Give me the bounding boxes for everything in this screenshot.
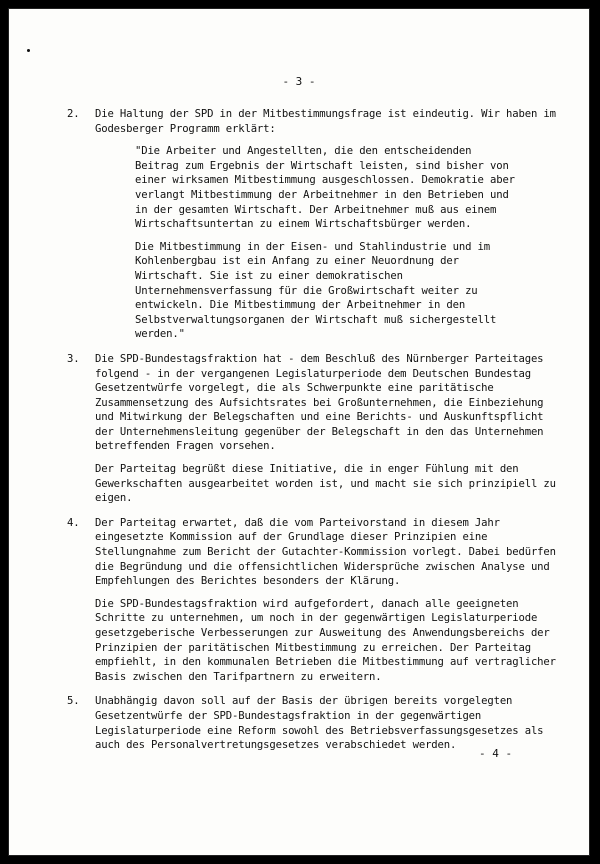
list-item-5	[67, 694, 567, 752]
document-page	[8, 8, 590, 856]
item-text: Der Parteitag begrüßt diese Initiative, die in enger Fühlung mit den Gewerkschaften ausgearbeitet worden ist, und macht sie sich prinzipiell zu eigen.	[95, 463, 556, 505]
item-text: Der Parteitag erwartet, daß die vom Parteivorstand in diesem Jahr eingesetzte Kommission auf der Grundlage dieser Prinzipien eine Stellungnahme zum Bericht der Gutachter-Kommission vorlegt. Dabei bedürfen die Begründung und die offensichtlichen Widersprüche zwischen Analyse und Empfehlungen des Berichtes besonders der Klärung.	[95, 516, 556, 588]
item-text: Unabhängig davon soll auf der Basis der übrigen bereits vorgelegten Gesetzentwürfe der SPD-Bundestagsfraktion in der gegenwärtigen Legislaturperiode eine Reform sowohl des Betriebsverfassungsgesetzes als auch des Personalvertretungsgesetzes verabschiedet werden.	[95, 695, 544, 752]
item-text: Die Haltung der SPD in der Mitbestimmungsfrage ist eindeutig. Wir haben im Godesberger Programm erklärt:	[95, 108, 556, 135]
next-page-marker: - 4 -	[479, 747, 513, 760]
item-number: 2.	[67, 108, 80, 120]
program-quote	[135, 144, 515, 342]
item-number: 5.	[67, 695, 80, 708]
item-number: 3.	[67, 352, 80, 365]
list-item-3	[67, 352, 567, 506]
document-body	[67, 107, 567, 763]
item-text: Die SPD-Bundestagsfraktion hat - dem Beschluß des Nürnberger Parteitages folgend - in der vergangenen Legislaturperiode dem Deutschen Bundestag Gesetzentwürfe vorgelegt, die als Schwerpunkte eine paritätische Zusammensetzung des Aufsichtsrates bei Großunternehmen, die Einbeziehung und Mitwirkung der Belegschaften und eine Berichts- und Auskunftspflicht der Unternehmensleitung gegenüber der Belegschaft in den das Unternehmen betreffenden Fragen vorsehen.	[95, 352, 544, 453]
scan-speck	[27, 49, 30, 52]
list-item-4	[67, 516, 567, 685]
page-number: - 3 -	[282, 75, 316, 88]
list-item-2	[67, 107, 567, 342]
quote-paragraph: "Die Arbeiter und Angestellten, die den entscheidenden Beitrag zum Ergebnis der Wirtschaft leisten, sind bisher von einer wirksamen Mitbestimmung ausgeschlossen. Demokratie aber verlangt Mitbestimmung der Arbeitnehmer in den Betrieben und in der gesamten Wirtschaft. Der Arbeitnehmer muß aus einem Wirtschaftsuntertan zu einem Wirtschaftsbürger werden.	[135, 145, 515, 231]
item-number: 4.	[67, 516, 80, 529]
item-text: Die SPD-Bundestagsfraktion wird aufgefordert, danach alle geeigneten Schritte zu unternehmen, um noch in der gegenwärtigen Legislaturperiode gesetzgeberische Verbesserungen zur Ausweitung des Anwendungsbereichs der Prinzipien der paritätischen Mitbestimmung zu erreichen. Der Parteitag empfiehlt, in den kommunalen Betrieben die Mitbestimmung auf vertraglicher Basis zwischen den Tarifpartnern zu erweitern.	[95, 597, 556, 683]
quote-paragraph: Die Mitbestimmung in der Eisen- und Stahlindustrie und im Kohlenbergbau ist ein Anfang zu einer Neuordnung der Wirtschaft. Sie ist zu einer demokratischen Unternehmensverfassung für die Großwirtschaft weiter zu entwickeln. Die Mitbestimmung der Arbeitnehmer in den Selbstverwaltungsorganen der Wirtschaft muß sichergestellt werden."	[135, 240, 497, 341]
